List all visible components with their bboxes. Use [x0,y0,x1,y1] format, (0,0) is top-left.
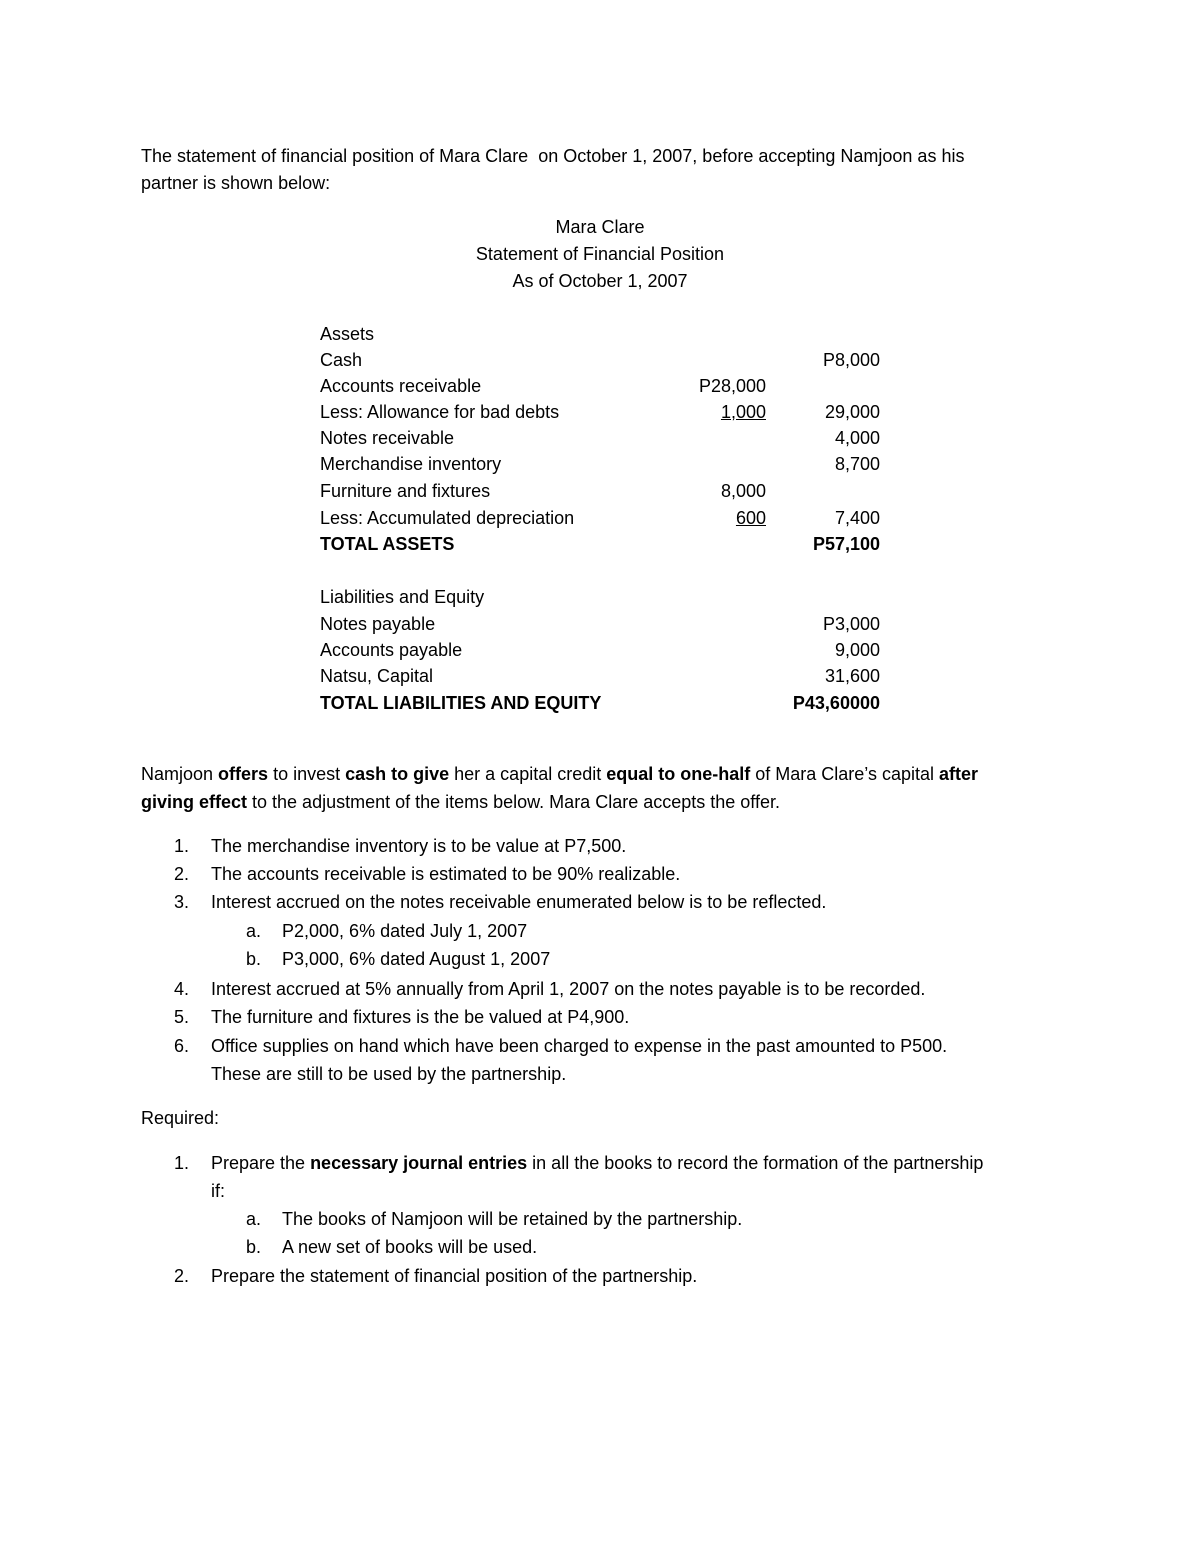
required-item-line-1: Prepare the necessary journal entries in all the books to record the formation of the partnership [211,1153,984,1173]
liability-row: Accounts payable 9,000 [320,640,880,660]
list-item-line-2: These are still to be used by the partnership. [211,1064,567,1084]
total-assets-row: TOTAL ASSETS P57,100 [320,534,880,554]
statement-date: As of October 1, 2007 [512,271,688,291]
offer-paragraph [141,760,1061,816]
required-heading: Required: [141,1108,220,1128]
asset-row: Cash P8,000 [320,350,880,370]
intro-paragraph [141,143,1061,197]
asset-row: Accounts receivable P28,000 [320,376,766,396]
statement-title: Statement of Financial Position [475,244,725,264]
offer-line-1: Namjoon offers to invest cash to give her a capital credit equal to one-half of Mara Clare’s capital after [141,764,978,784]
total-liabilities-row: TOTAL LIABILITIES AND EQUITY P43,60000 [320,693,880,713]
asset-row: Furniture and fixtures 8,000 [320,481,766,501]
intro-line-1: The statement of financial position of Mara Clare on October 1, 2007, before accepting Namjoon as his [141,146,965,166]
asset-row: Merchandise inventory 8,700 [320,454,880,474]
asset-row: Less: Accumulated depreciation 600 7,400 [320,508,880,528]
liability-row: Natsu, Capital 31,600 [320,666,880,686]
required-item-line-2: if: [211,1181,226,1201]
offer-line-2: giving effect to the adjustment of the items below. Mara Clare accepts the offer. [141,792,780,812]
list-item-line-1: Office supplies on hand which have been charged to expense in the past amounted to P500. [211,1036,948,1056]
intro-line-2: partner is shown below: [141,173,331,193]
liabilities-heading: Liabilities and Equity [320,587,485,607]
asset-row: Less: Allowance for bad debts 1,000 29,000 [320,402,880,422]
assets-heading: Assets [320,324,375,344]
liability-row: Notes payable P3,000 [320,614,880,634]
asset-row: Notes receivable 4,000 [320,428,880,448]
document-page: The statement of financial position of Mara Clare on October 1, 2007, before accepting Namjoon as his partner is shown below: Mara Clare Statement of Financial Position As of October 1, 2007 Assets Cash P8,000 Accounts receivable P28,000 Less: Allowance for bad debts 1,000 29,000 Notes receivable 4,000 Merchandise inventory 8,700 Furniture and fixtures 8,000 Less: Accumulated depreciation 600 7,400 TOTAL ASSETS P57,100 Liabilities and Equity Notes payable P3,000 Accounts payable 9,000 Natsu, Capital 31,600 TOTAL LIABILITIES AND EQUITY P43,60000 Namjoon offers to invest cash to give her a capital credit equal to one-half of Mara Clare’s capital after giving effect to the adjustment of the items below. Mara Clare accepts the offer. 1. The merchandise inventory is to be value at P7,500. 2. The accounts receivable is estimated to be 90% realizable. 3. Interest accrued on the notes receivable enumerated below is to be reflected. a. P2,000, 6% dated July 1, 2007 b. P3,000, 6% dated August 1, 2007 4. Interest accrued at 5% annually from April 1, 2007 on the notes payable is to be recorded. 5. The furniture and fixtures is the be valued at P4,900. 6. Office supplies on hand which have been charged to expense in the past amounted to P500. These are still to be used by the partnership. Required: 1. Prepare the necessary journal entries in all the books to record the formation of the partnership if: a. The books of Namjoon will be retained by the partnership. b. A new set of books will be used. 2. Prepare the statement of financial position of the partnership. [0,0,1200,1553]
statement-entity: Mara Clare [555,217,645,237]
